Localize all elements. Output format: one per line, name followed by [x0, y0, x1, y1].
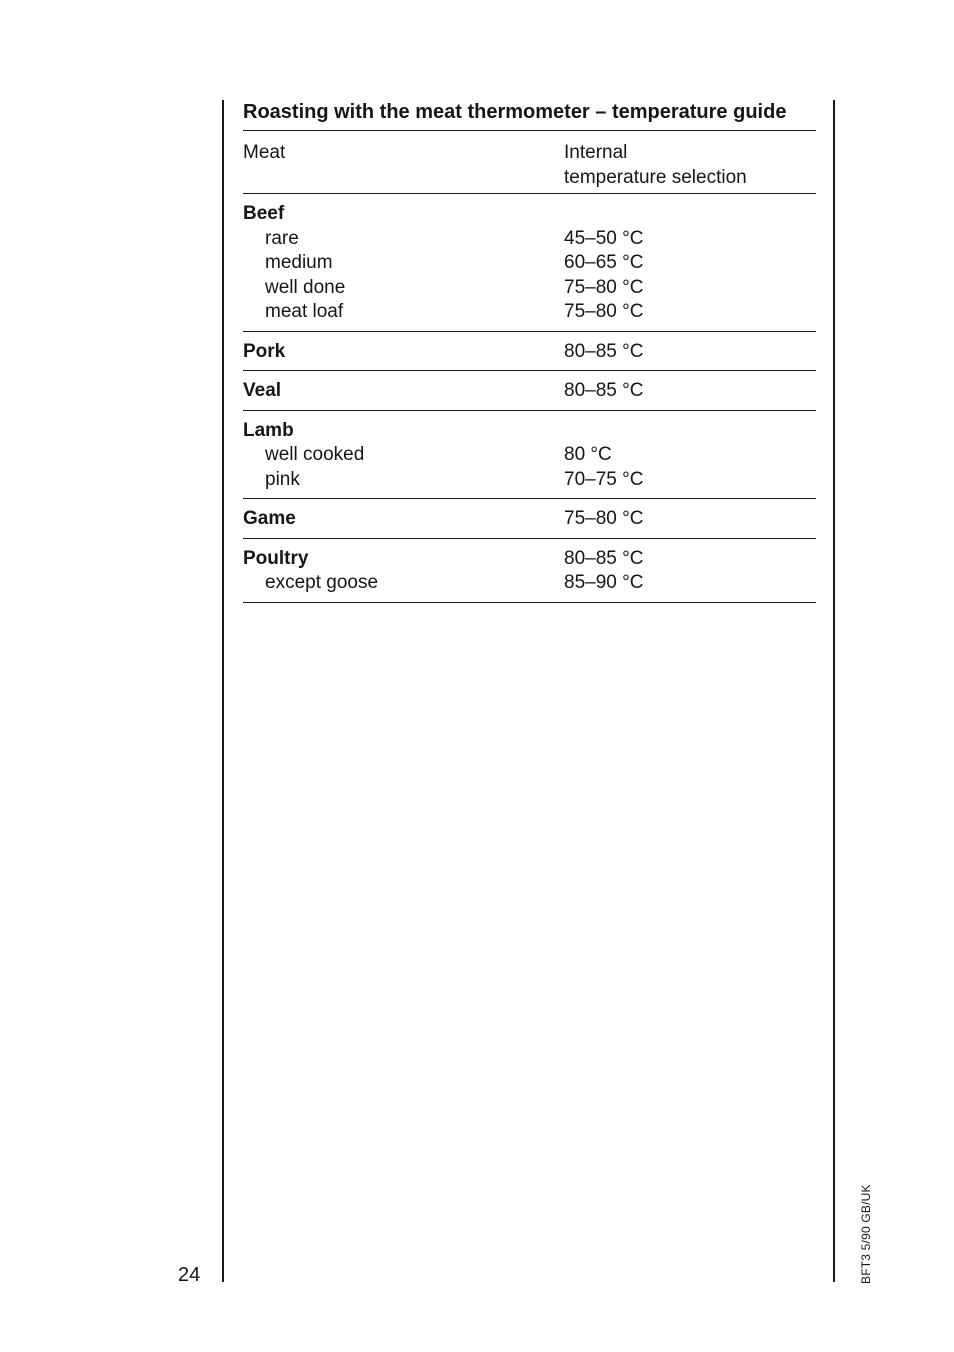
document-code: BFT3 5/90 GB/UK [859, 1184, 873, 1284]
table-row-pork [243, 332, 816, 372]
header-temperature [564, 141, 816, 190]
temperature-column [564, 507, 816, 532]
category-label: Pork [243, 340, 286, 362]
item-temp: 75–80 °C [564, 301, 644, 322]
temperature-column [564, 202, 816, 325]
meat-column [243, 379, 564, 404]
temperature-column [564, 419, 816, 493]
category-temp: 80–85 °C [564, 380, 644, 401]
item-label: pink [265, 468, 300, 490]
temperature-guide [243, 100, 816, 603]
header-temperature-line2: temperature selection [564, 166, 747, 188]
item-label: well done [265, 276, 346, 298]
table-row-veal [243, 371, 816, 411]
meat-column [243, 507, 564, 532]
item-label: well cooked [265, 444, 365, 465]
category-label: Veal [243, 380, 282, 401]
meat-column [243, 340, 564, 365]
table-row-game [243, 499, 816, 539]
table-row-beef [243, 194, 816, 332]
category-label: Poultry [243, 547, 309, 569]
category-temp: 80–85 °C [564, 547, 644, 569]
item-label: except goose [265, 572, 379, 593]
page-title: Roasting with the meat thermometer – temperature guide [243, 100, 816, 131]
category-temp [564, 419, 816, 444]
item-temp: 85–90 °C [564, 572, 644, 593]
item-temp: 75–80 °C [564, 276, 644, 298]
right-margin-rule [833, 100, 835, 1282]
header-meat: Meat [243, 142, 286, 163]
left-margin-rule [222, 100, 224, 1282]
meat-column [243, 419, 564, 493]
temperature-column [564, 340, 816, 365]
category-label: Beef [243, 203, 285, 224]
table-row-poultry [243, 539, 816, 603]
page-number: 24 [178, 1264, 201, 1286]
category-temp [564, 202, 816, 227]
item-temp: 70–75 °C [564, 468, 644, 490]
category-label: Lamb [243, 419, 294, 441]
temperature-column [564, 379, 816, 404]
item-temp: 60–65 °C [564, 252, 644, 273]
table-header [243, 131, 816, 194]
table-row-lamb [243, 411, 816, 500]
item-temp: 45–50 °C [564, 227, 644, 249]
item-temp: 80 °C [564, 444, 612, 465]
item-label: rare [265, 227, 299, 249]
meat-column [243, 547, 564, 596]
temperature-column [564, 547, 816, 596]
header-temperature-line1: Internal [564, 142, 628, 163]
item-label: medium [265, 252, 333, 273]
category-temp: 75–80 °C [564, 508, 644, 529]
category-label: Game [243, 508, 296, 529]
category-temp: 80–85 °C [564, 340, 644, 362]
item-label: meat loaf [265, 301, 344, 322]
meat-column [243, 202, 564, 325]
